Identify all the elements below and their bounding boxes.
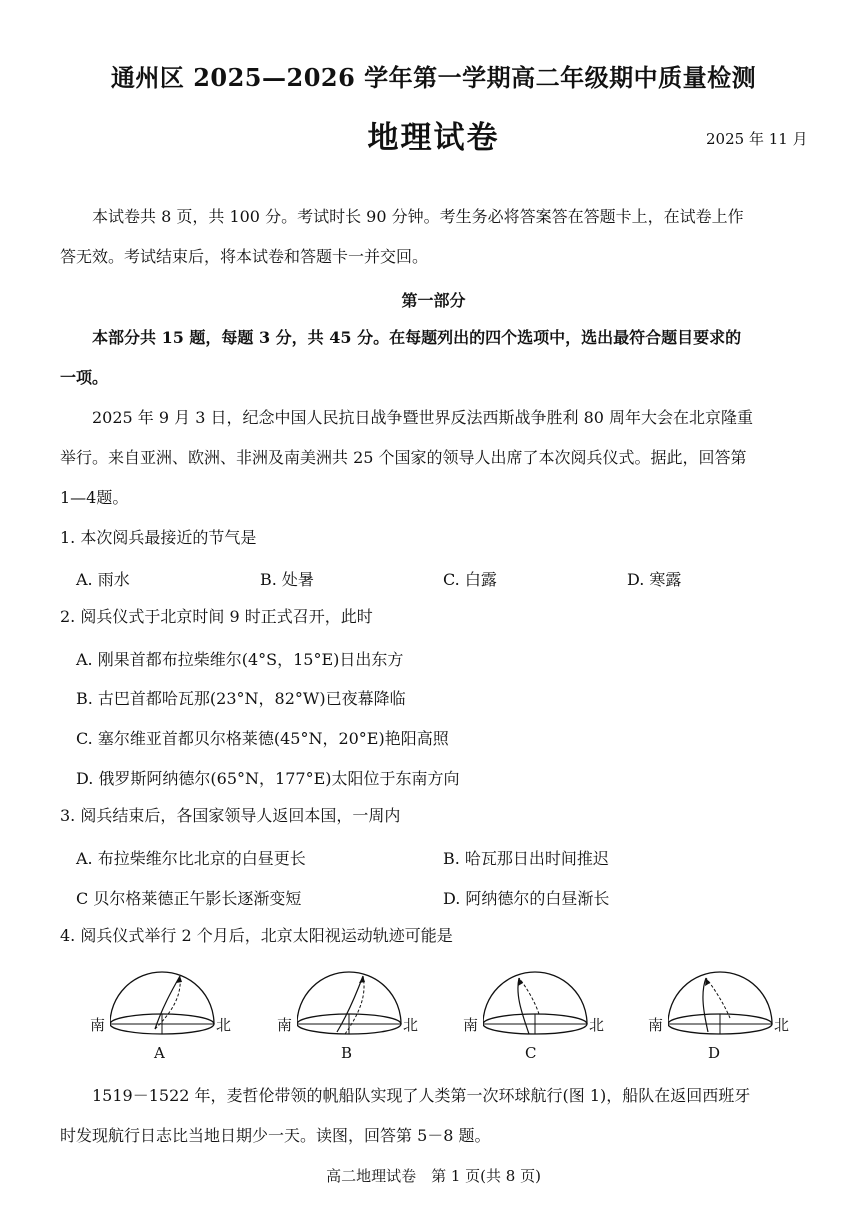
passage2-line-2: 时发现航行日志比当地日期少一天。读图，回答第 5－8 题。 <box>60 1126 491 1145</box>
exam-title: 通州区 2025—2026 学年第一学期高二年级期中质量检测 <box>110 63 757 92</box>
question-2-stem: 2. 阅兵仪式于北京时间 9 时正式召开，此时 <box>60 607 373 626</box>
question-1-option-b: B. 处暑 <box>260 570 314 589</box>
south-label: 南 <box>90 1016 106 1034</box>
question-3-option-c: C 贝尔格莱德正午影长逐渐变短 <box>76 889 302 908</box>
north-label: 北 <box>589 1016 605 1034</box>
dome-figure-b <box>297 968 447 1048</box>
diagram-label: B <box>341 1044 353 1062</box>
question-4-stem: 4. 阅兵仪式举行 2 个月后，北京太阳视运动轨迹可能是 <box>60 926 453 945</box>
question-1-option-a: A. 雨水 <box>76 570 130 589</box>
north-label: 北 <box>403 1016 419 1034</box>
page-footer: 高二地理试卷 第 1 页(共 8 页) <box>326 1167 541 1185</box>
question-3-stem: 3. 阅兵结束后，各国家领导人返回本国，一周内 <box>60 806 401 825</box>
question-2-option-d: D. 俄罗斯阿纳德尔(65°N，177°E)太阳位于东南方向 <box>76 769 460 788</box>
north-label: 北 <box>774 1016 790 1034</box>
south-label: 南 <box>648 1016 664 1034</box>
section-title: 第一部分 <box>401 291 466 310</box>
dome-figure-c <box>483 968 633 1048</box>
question-2-option-c: C. 塞尔维亚首都贝尔格莱德(45°N，20°E)艳阳高照 <box>76 729 449 748</box>
sun-path-diagram-d <box>648 968 798 1068</box>
sun-path-diagram-b <box>277 968 427 1068</box>
passage1-line-2: 举行。来自亚洲、欧洲、非洲及南美洲共 25 个国家的领导人出席了本次阅兵仪式。据此，回答第 <box>60 448 747 467</box>
passage2-line-1: 1519－1522 年，麦哲伦带领的帆船队实现了人类第一次环球航行(图 1)，船队在返回西班牙 <box>92 1086 751 1105</box>
diagram-label: A <box>154 1044 165 1062</box>
intro-line-1: 本试卷共 8 页，共 100 分。考试时长 90 分钟。考生务必将答案答在答题卡上，在试卷上作 <box>92 207 744 226</box>
north-label: 北 <box>216 1016 232 1034</box>
dome-figure-a <box>110 968 260 1048</box>
question-1-option-c: C. 白露 <box>443 570 497 589</box>
sun-path-diagram-c <box>463 968 613 1068</box>
question-3-option-b: B. 哈瓦那日出时间推迟 <box>443 849 609 868</box>
south-label: 南 <box>463 1016 479 1034</box>
section-instructions-line-1: 本部分共 15 题，每题 3 分，共 45 分。在每题列出的四个选项中，选出最符合题目要求的 <box>92 328 742 347</box>
question-2-option-b: B. 古巴首都哈瓦那(23°N，82°W)已夜幕降临 <box>76 689 406 708</box>
subject-title: 地理试卷 <box>367 120 500 156</box>
question-2-option-a: A. 刚果首都布拉柴维尔(4°S，15°E)日出东方 <box>76 650 404 669</box>
question-1-stem: 1. 本次阅兵最接近的节气是 <box>60 528 257 547</box>
exam-date: 2025 年 11 月 <box>706 130 808 148</box>
question-3-option-d: D. 阿纳德尔的白昼渐长 <box>443 889 610 908</box>
diagram-label: D <box>708 1044 721 1062</box>
question-3-option-a: A. 布拉柴维尔比北京的白昼更长 <box>76 849 306 868</box>
sun-path-diagram-a <box>90 968 240 1068</box>
section-instructions-line-2: 一项。 <box>60 368 109 387</box>
diagram-label: C <box>525 1044 537 1062</box>
question-1-option-d: D. 寒露 <box>627 570 682 589</box>
intro-line-2: 答无效。考试结束后，将本试卷和答题卡一并交回。 <box>60 247 429 266</box>
passage1-line-1: 2025 年 9 月 3 日，纪念中国人民抗日战争暨世界反法西斯战争胜利 80 周年大会在北京隆重 <box>92 408 754 427</box>
south-label: 南 <box>277 1016 293 1034</box>
dome-figure-d <box>668 968 818 1048</box>
passage1-line-3: 1—4题。 <box>60 488 129 507</box>
